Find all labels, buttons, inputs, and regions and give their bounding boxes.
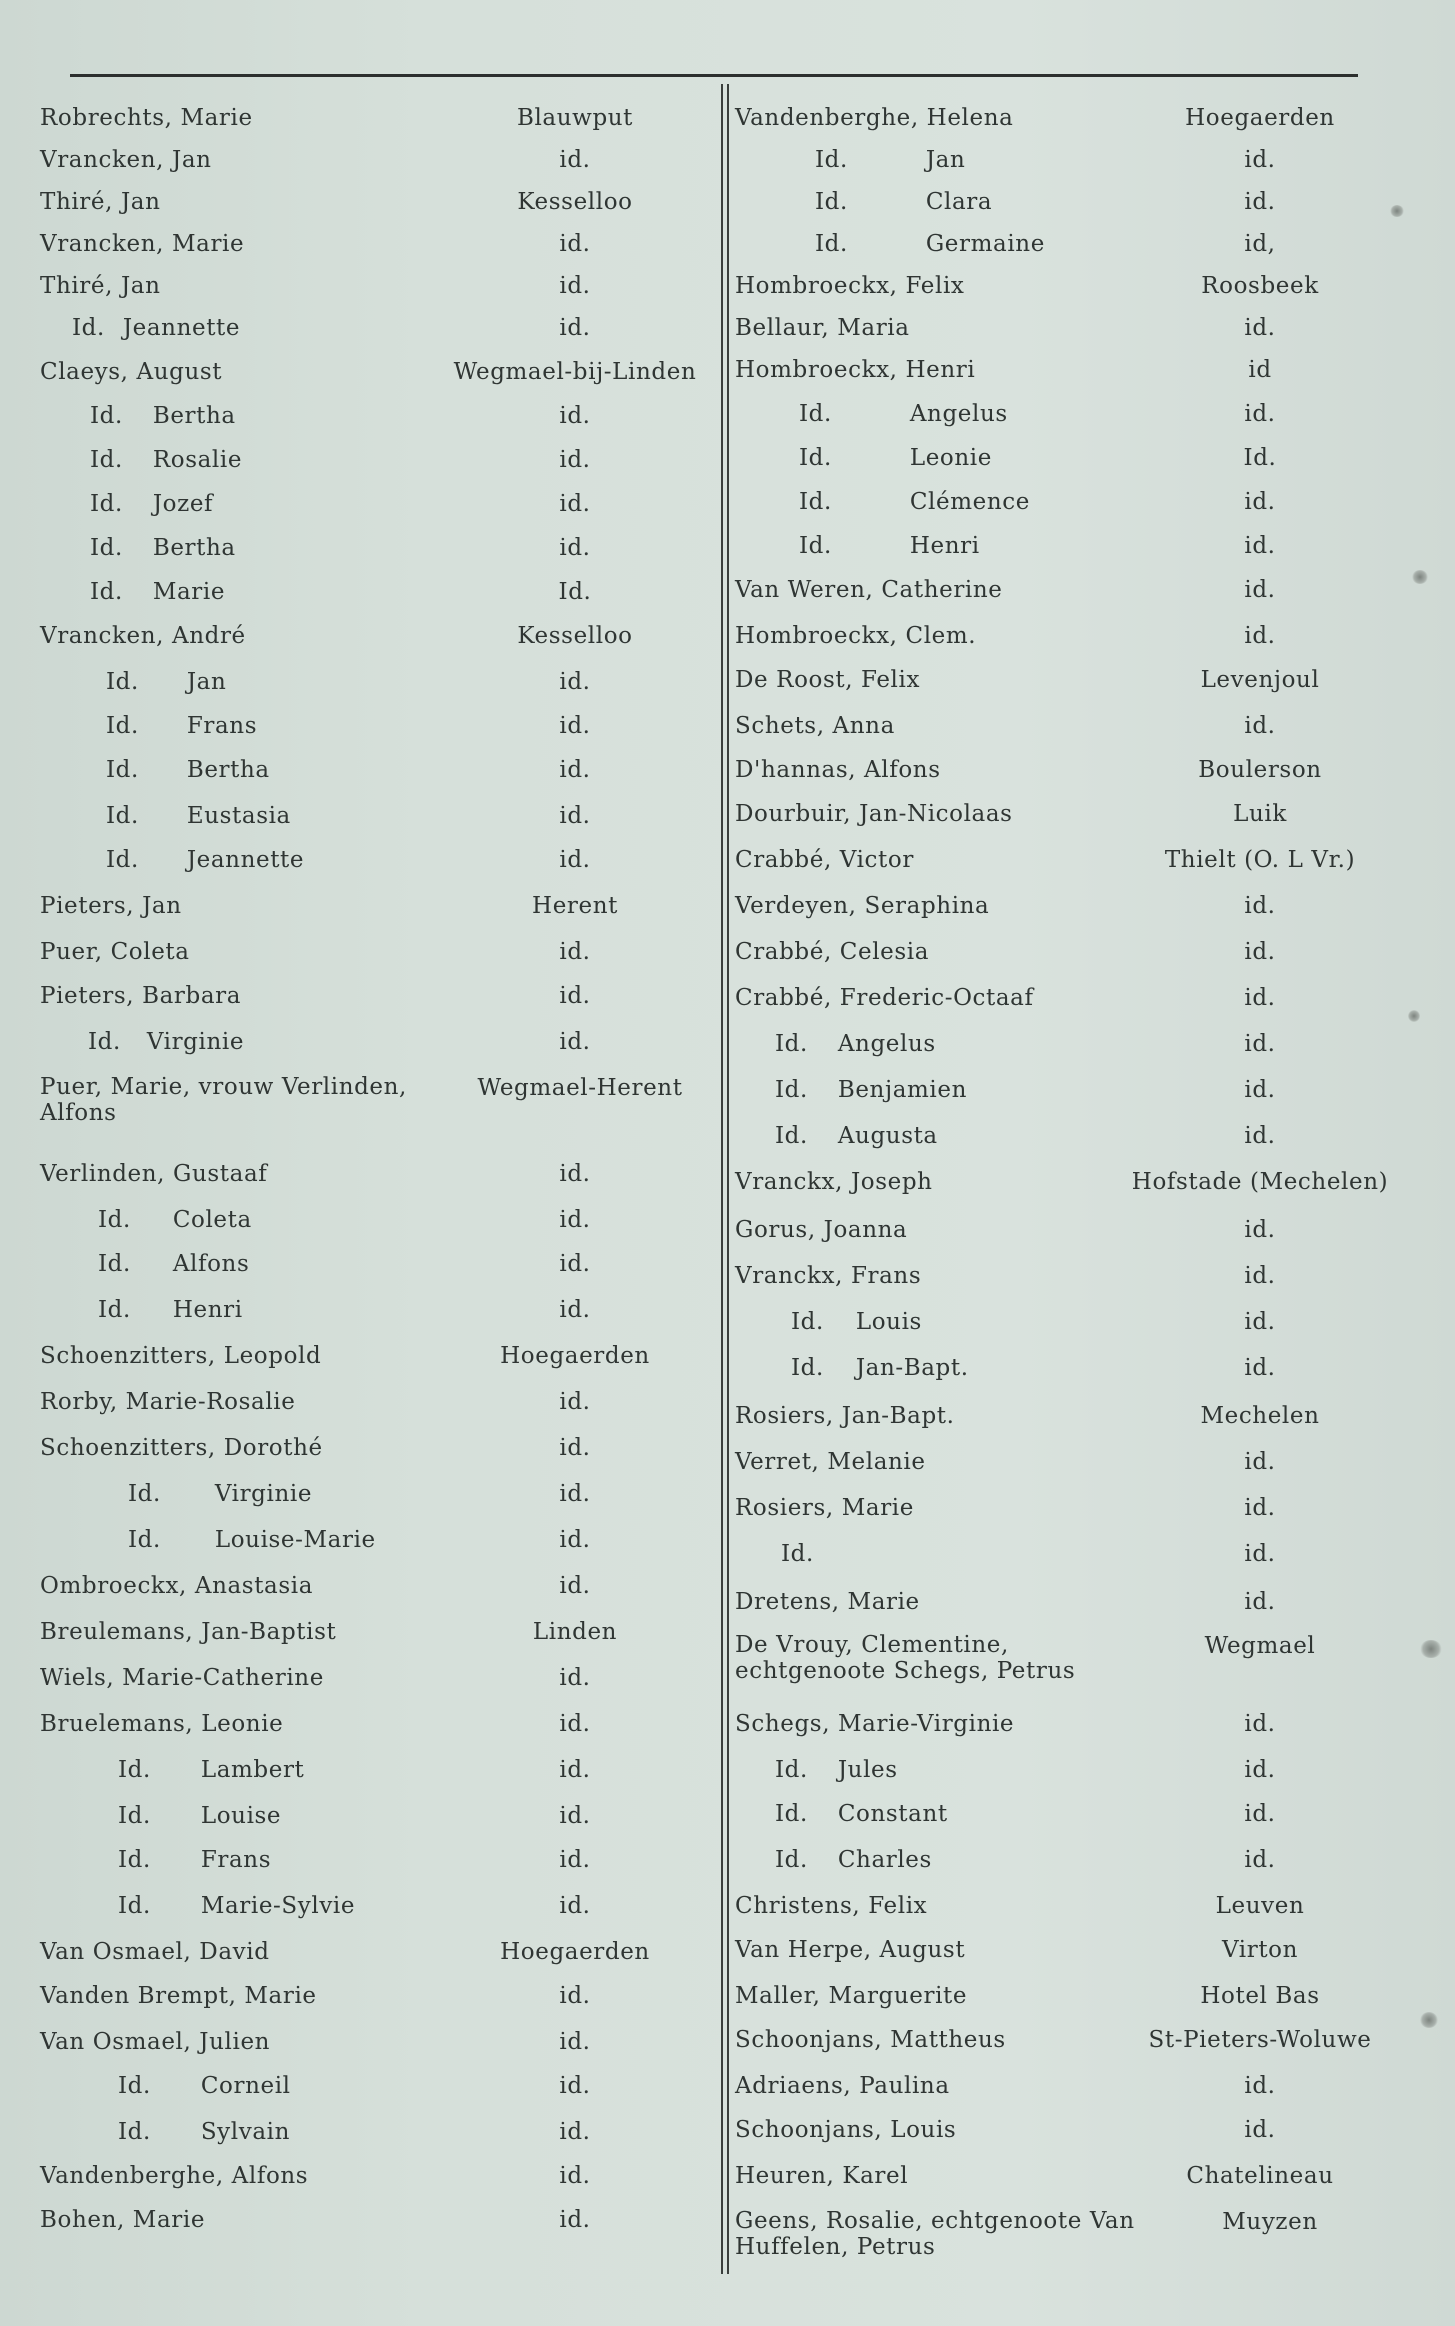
list-entry: [735, 712, 1405, 740]
list-entry: [735, 272, 1405, 300]
list-entry: [40, 1526, 700, 1554]
list-entry: [735, 1800, 1405, 1828]
list-entry: [735, 1402, 1405, 1430]
list-entry: [40, 1388, 700, 1416]
list-entry: [40, 2206, 700, 2234]
top-rule: [70, 74, 1358, 77]
person-name: Id. Clémence: [799, 489, 1030, 515]
person-name: Van Osmael, Julien: [40, 2029, 271, 2055]
place-name: id.: [1244, 533, 1276, 559]
list-entry: [40, 402, 700, 430]
place-name: id.: [559, 1893, 591, 1919]
list-entry: [40, 668, 700, 696]
person-name: Breulemans, Jan-Baptist: [40, 1619, 337, 1645]
place-name: id.: [1244, 1801, 1276, 1827]
person-name: Schoonjans, Louis: [735, 2117, 957, 2143]
place-name: id.: [559, 1207, 591, 1233]
list-entry: [735, 356, 1405, 384]
place-name: id.: [559, 847, 591, 873]
place-name: id.: [559, 983, 591, 1009]
list-entry: [735, 1216, 1405, 1244]
list-entry: [735, 1588, 1405, 1616]
list-entry: [40, 2118, 700, 2146]
list-entry: [40, 1250, 700, 1278]
person-name: Vrancken, André: [40, 623, 246, 649]
list-entry: [735, 622, 1405, 650]
list-entry: [40, 1938, 700, 1966]
place-name: id.: [559, 2073, 591, 2099]
list-entry: [735, 488, 1405, 516]
person-name: Thiré, Jan: [40, 189, 161, 215]
person-name: Id. Jozef: [90, 491, 214, 517]
place-name: Hoegaerden: [500, 1939, 650, 1965]
person-name: Id. Lambert: [118, 1757, 305, 1783]
list-entry: [40, 1342, 700, 1370]
list-entry: [40, 1296, 700, 1324]
list-entry: [735, 1936, 1405, 1964]
person-name: Id. Marie-Sylvie: [118, 1893, 356, 1919]
place-name: id.: [559, 757, 591, 783]
person-name: Rosiers, Jan-Bapt.: [735, 1403, 955, 1429]
list-entry: [40, 622, 700, 650]
place-name: id.: [559, 1757, 591, 1783]
list-entry: [40, 1074, 700, 1126]
person-name: Hombroeckx, Henri: [735, 357, 976, 383]
list-entry: [735, 314, 1405, 342]
place-name: Kesselloo: [517, 623, 633, 649]
place-name: Luik: [1233, 801, 1287, 827]
person-name: De Vrouy, Clementine, echtgenoote Schegs, Petrus: [735, 1632, 1076, 1684]
place-name: id.: [1244, 577, 1276, 603]
list-entry: [40, 1756, 700, 1784]
list-entry: [40, 230, 700, 258]
place-name: id.: [559, 1573, 591, 1599]
place-name: id.: [1244, 1711, 1276, 1737]
list-entry: [40, 1206, 700, 1234]
list-entry: [735, 1632, 1405, 1684]
place-name: id.: [559, 1435, 591, 1461]
person-name: Van Weren, Catherine: [735, 577, 1003, 603]
place-name: Boulerson: [1198, 757, 1322, 783]
person-name: Vranckx, Frans: [735, 1263, 922, 1289]
person-name: Bruelemans, Leonie: [40, 1711, 284, 1737]
place-name: St-Pieters-Woluwe: [1148, 2027, 1372, 2053]
person-name: Id. Jan: [815, 147, 966, 173]
place-name: id.: [1244, 315, 1276, 341]
place-name: id.: [1244, 1541, 1276, 1567]
place-name: id.: [559, 1527, 591, 1553]
place-name: id.: [559, 2119, 591, 2145]
list-entry: [735, 1448, 1405, 1476]
place-name: id.: [559, 447, 591, 473]
person-name: Id. Leonie: [799, 445, 992, 471]
place-name: id.: [1244, 623, 1276, 649]
person-name: Id. Henri: [799, 533, 980, 559]
person-name: Id. Jan-Bapt.: [791, 1355, 969, 1381]
list-entry: [40, 2072, 700, 2100]
list-entry: [40, 1846, 700, 1874]
person-name: Claeys, August: [40, 359, 223, 385]
list-entry: [735, 188, 1405, 216]
list-entry: [735, 1122, 1405, 1150]
place-name: id.: [559, 1665, 591, 1691]
person-name: Id. Henri: [98, 1297, 243, 1323]
person-name: Id. Alfons: [98, 1251, 250, 1277]
list-entry: [40, 1892, 700, 1920]
place-name: Leuven: [1215, 1893, 1305, 1919]
list-entry: [735, 846, 1405, 874]
list-entry: [40, 534, 700, 562]
person-name: Vandenberghe, Alfons: [40, 2163, 309, 2189]
place-name: id.: [559, 1481, 591, 1507]
person-name: Vanden Brempt, Marie: [40, 1983, 317, 2009]
column-divider: [727, 84, 729, 2274]
place-name: Roosbeek: [1201, 273, 1319, 299]
place-name: id.: [1244, 713, 1276, 739]
place-name: id.: [1244, 985, 1276, 1011]
place-name: Linden: [532, 1619, 618, 1645]
list-entry: [735, 1846, 1405, 1874]
place-name: id.: [559, 1251, 591, 1277]
punch-hole-mark: [1390, 205, 1404, 217]
person-name: Id. Coleta: [98, 1207, 252, 1233]
place-name: id.: [559, 669, 591, 695]
list-entry: [735, 892, 1405, 920]
list-entry: [735, 2072, 1405, 2100]
person-name: Vandenberghe, Helena: [735, 105, 1014, 131]
person-name: Pieters, Jan: [40, 893, 182, 919]
person-name: Maller, Marguerite: [735, 1983, 968, 2009]
place-name: id.: [559, 1803, 591, 1829]
list-entry: [735, 938, 1405, 966]
list-entry: [735, 2116, 1405, 2144]
list-entry: [40, 1982, 700, 2010]
list-entry: [735, 576, 1405, 604]
person-name: Christens, Felix: [735, 1893, 928, 1919]
list-entry: [735, 444, 1405, 472]
place-name: id.: [1244, 1077, 1276, 1103]
place-name: Blauwput: [516, 105, 634, 131]
person-name: Id. Bertha: [90, 535, 236, 561]
person-name: Id. Charles: [775, 1847, 932, 1873]
list-entry: [40, 802, 700, 830]
list-entry: [40, 578, 700, 606]
column-divider: [721, 84, 723, 2274]
punch-hole-mark: [1420, 1640, 1442, 1658]
place-name: id.: [559, 147, 591, 173]
person-name: Id. Angelus: [775, 1031, 936, 1057]
list-entry: [40, 846, 700, 874]
person-name: Verret, Melanie: [735, 1449, 926, 1475]
place-name: Muyzen: [1222, 2209, 1318, 2235]
place-name: Hofstade (Mechelen): [1131, 1169, 1389, 1195]
place-name: id.: [1244, 1123, 1276, 1149]
person-name: Puer, Coleta: [40, 939, 190, 965]
person-name: Verlinden, Gustaaf: [40, 1161, 268, 1187]
place-name: id.: [1244, 1217, 1276, 1243]
person-name: Id. Marie: [90, 579, 226, 605]
person-name: De Roost, Felix: [735, 667, 921, 693]
person-name: Heuren, Karel: [735, 2163, 909, 2189]
place-name: id,: [1244, 231, 1276, 257]
person-name: Wiels, Marie-Catherine: [40, 1665, 324, 1691]
person-name: D'hannas, Alfons: [735, 757, 941, 783]
place-name: id.: [559, 2163, 591, 2189]
person-name: Crabbé, Celesia: [735, 939, 930, 965]
person-name: Van Herpe, August: [735, 1937, 966, 1963]
person-name: Schegs, Marie-Virginie: [735, 1711, 1015, 1737]
person-name: Id. Angelus: [799, 401, 1008, 427]
person-name: Hombroeckx, Clem.: [735, 623, 977, 649]
person-name: Schoonjans, Mattheus: [735, 2027, 1006, 2053]
place-name: id: [1248, 357, 1272, 383]
place-name: id.: [1244, 147, 1276, 173]
place-name: id.: [559, 1297, 591, 1323]
place-name: Hotel Bas: [1200, 1983, 1320, 2009]
list-entry: [40, 490, 700, 518]
list-entry: [735, 1354, 1405, 1382]
place-name: id.: [559, 713, 591, 739]
person-name: Dourbuir, Jan-Nicolaas: [735, 801, 1013, 827]
place-name: Virton: [1221, 1937, 1299, 1963]
list-entry: [735, 1308, 1405, 1336]
list-entry: [40, 1802, 700, 1830]
place-name: id.: [1244, 489, 1276, 515]
place-name: id.: [1244, 1263, 1276, 1289]
place-name: id.: [559, 2207, 591, 2233]
person-name: Van Osmael, David: [40, 1939, 270, 1965]
place-name: id.: [559, 1161, 591, 1187]
place-name: id.: [1244, 1031, 1276, 1057]
place-name: id.: [1244, 1495, 1276, 1521]
person-name: Id. Jeannette: [106, 847, 305, 873]
list-entry: [735, 1030, 1405, 1058]
person-name: Vrancken, Marie: [40, 231, 245, 257]
person-name: Dretens, Marie: [735, 1589, 920, 1615]
list-entry: [735, 800, 1405, 828]
place-name: id.: [559, 2029, 591, 2055]
list-entry: [40, 272, 700, 300]
list-entry: [40, 146, 700, 174]
person-name: Bellaur, Maria: [735, 315, 910, 341]
person-name: Id. Benjamien: [775, 1077, 967, 1103]
person-name: Id. Bertha: [106, 757, 270, 783]
person-name: Id. Jeannette: [72, 315, 241, 341]
place-name: Mechelen: [1200, 1403, 1320, 1429]
place-name: id.: [559, 1029, 591, 1055]
person-name: Puer, Marie, vrouw Verlinden, Alfons: [40, 1074, 407, 1126]
list-entry: [40, 712, 700, 740]
place-name: id.: [1244, 1449, 1276, 1475]
person-name: Geens, Rosalie, echtgenoote Van Huffelen, Petrus: [735, 2208, 1135, 2260]
place-name: id.: [559, 1389, 591, 1415]
place-name: id.: [559, 1983, 591, 2009]
person-name: Id. Louis: [791, 1309, 922, 1335]
list-entry: [40, 938, 700, 966]
place-name: Hoegaerden: [500, 1343, 650, 1369]
place-name: id.: [559, 403, 591, 429]
person-name: Id. Clara: [815, 189, 993, 215]
person-name: Id. Augusta: [775, 1123, 938, 1149]
list-entry: [40, 1028, 700, 1056]
list-entry: [40, 188, 700, 216]
person-name: Rorby, Marie-Rosalie: [40, 1389, 296, 1415]
person-name: Vrancken, Jan: [40, 147, 212, 173]
list-entry: [735, 1540, 1405, 1568]
place-name: id.: [1244, 1847, 1276, 1873]
person-name: Id. Frans: [106, 713, 258, 739]
person-name: Id. Virginie: [128, 1481, 313, 1507]
list-entry: [735, 666, 1405, 694]
list-entry: [735, 1168, 1405, 1196]
person-name: Ombroeckx, Anastasia: [40, 1573, 314, 1599]
person-name: Bohen, Marie: [40, 2207, 206, 2233]
person-name: Thiré, Jan: [40, 273, 161, 299]
person-name: Id. Sylvain: [118, 2119, 291, 2145]
list-entry: [735, 984, 1405, 1012]
place-name: Wegmael-bij-Linden: [453, 359, 697, 385]
person-name: Id. Louise-Marie: [128, 1527, 376, 1553]
list-entry: [40, 446, 700, 474]
person-name: Id. Jules: [775, 1757, 898, 1783]
list-entry: [735, 532, 1405, 560]
list-entry: [735, 756, 1405, 784]
person-name: Rosiers, Marie: [735, 1495, 914, 1521]
place-name: Herent: [532, 893, 618, 919]
list-entry: [40, 104, 700, 132]
place-name: id.: [1244, 893, 1276, 919]
list-entry: [40, 2162, 700, 2190]
place-name: id.: [1244, 1757, 1276, 1783]
list-entry: [735, 1494, 1405, 1522]
place-name: id.: [559, 1847, 591, 1873]
list-entry: [40, 2028, 700, 2056]
person-name: Robrechts, Marie: [40, 105, 253, 131]
list-entry: [40, 358, 700, 386]
place-name: id.: [1244, 189, 1276, 215]
person-name: Id.: [781, 1541, 814, 1567]
person-name: Crabbé, Victor: [735, 847, 914, 873]
list-entry: [735, 2162, 1405, 2190]
person-name: Id. Corneil: [118, 2073, 291, 2099]
place-name: id.: [559, 535, 591, 561]
person-name: Vranckx, Joseph: [735, 1169, 933, 1195]
list-entry: [40, 892, 700, 920]
person-name: Hombroeckx, Felix: [735, 273, 965, 299]
place-name: id.: [1244, 1309, 1276, 1335]
place-name: Id.: [558, 579, 592, 605]
place-name: id.: [1244, 1589, 1276, 1615]
punch-hole-mark: [1420, 2012, 1438, 2028]
person-name: Id. Bertha: [90, 403, 236, 429]
place-name: Chatelineau: [1186, 2163, 1334, 2189]
list-entry: [735, 1892, 1405, 1920]
list-entry: [40, 1572, 700, 1600]
place-name: id.: [1244, 2073, 1276, 2099]
person-name: Verdeyen, Seraphina: [735, 893, 990, 919]
person-name: Id. Eustasia: [106, 803, 291, 829]
person-name: Id. Germaine: [815, 231, 1045, 257]
person-name: Schoenzitters, Leopold: [40, 1343, 322, 1369]
person-name: Id. Frans: [118, 1847, 272, 1873]
list-entry: [735, 104, 1405, 132]
person-name: Id. Jan: [106, 669, 227, 695]
person-name: Id. Constant: [775, 1801, 948, 1827]
person-name: Gorus, Joanna: [735, 1217, 908, 1243]
person-name: Id. Rosalie: [90, 447, 243, 473]
person-name: Adriaens, Paulina: [735, 2073, 950, 2099]
person-name: Schoenzitters, Dorothé: [40, 1435, 323, 1461]
list-entry: [40, 1160, 700, 1188]
list-entry: [735, 230, 1405, 258]
place-name: Kesselloo: [517, 189, 633, 215]
place-name: id.: [559, 273, 591, 299]
list-entry: [40, 1480, 700, 1508]
list-entry: [40, 1434, 700, 1462]
list-entry: [735, 1076, 1405, 1104]
place-name: id.: [1244, 2117, 1276, 2143]
list-entry: [40, 1618, 700, 1646]
place-name: id.: [1244, 1355, 1276, 1381]
place-name: id.: [559, 939, 591, 965]
place-name: id.: [559, 1711, 591, 1737]
place-name: id.: [559, 803, 591, 829]
list-entry: [735, 146, 1405, 174]
punch-hole-mark: [1408, 1010, 1420, 1022]
person-name: Id. Virginie: [88, 1029, 245, 1055]
list-entry: [735, 2208, 1405, 2260]
place-name: id.: [559, 315, 591, 341]
person-name: Pieters, Barbara: [40, 983, 242, 1009]
place-name: Levenjoul: [1200, 667, 1320, 693]
list-entry: [735, 2026, 1405, 2054]
place-name: id.: [1244, 401, 1276, 427]
list-entry: [735, 1756, 1405, 1784]
place-name: Thielt (O. L Vr.): [1164, 847, 1356, 873]
place-name: id.: [559, 231, 591, 257]
list-entry: [40, 1664, 700, 1692]
person-name: Schets, Anna: [735, 713, 895, 739]
place-name: Wegmael: [1204, 1633, 1316, 1659]
place-name: id.: [1244, 939, 1276, 965]
list-entry: [735, 1710, 1405, 1738]
list-entry: [40, 314, 700, 342]
place-name: id.: [559, 491, 591, 517]
place-name: Wegmael-Herent: [477, 1075, 683, 1101]
list-entry: [40, 756, 700, 784]
punch-hole-mark: [1412, 570, 1428, 584]
list-entry: [40, 982, 700, 1010]
person-name: Crabbé, Frederic-Octaaf: [735, 985, 1034, 1011]
place-name: Id.: [1243, 445, 1277, 471]
list-entry: [40, 1710, 700, 1738]
person-name: Id. Louise: [118, 1803, 282, 1829]
list-entry: [735, 1262, 1405, 1290]
place-name: Hoegaerden: [1185, 105, 1335, 131]
list-entry: [735, 400, 1405, 428]
list-entry: [735, 1982, 1405, 2010]
